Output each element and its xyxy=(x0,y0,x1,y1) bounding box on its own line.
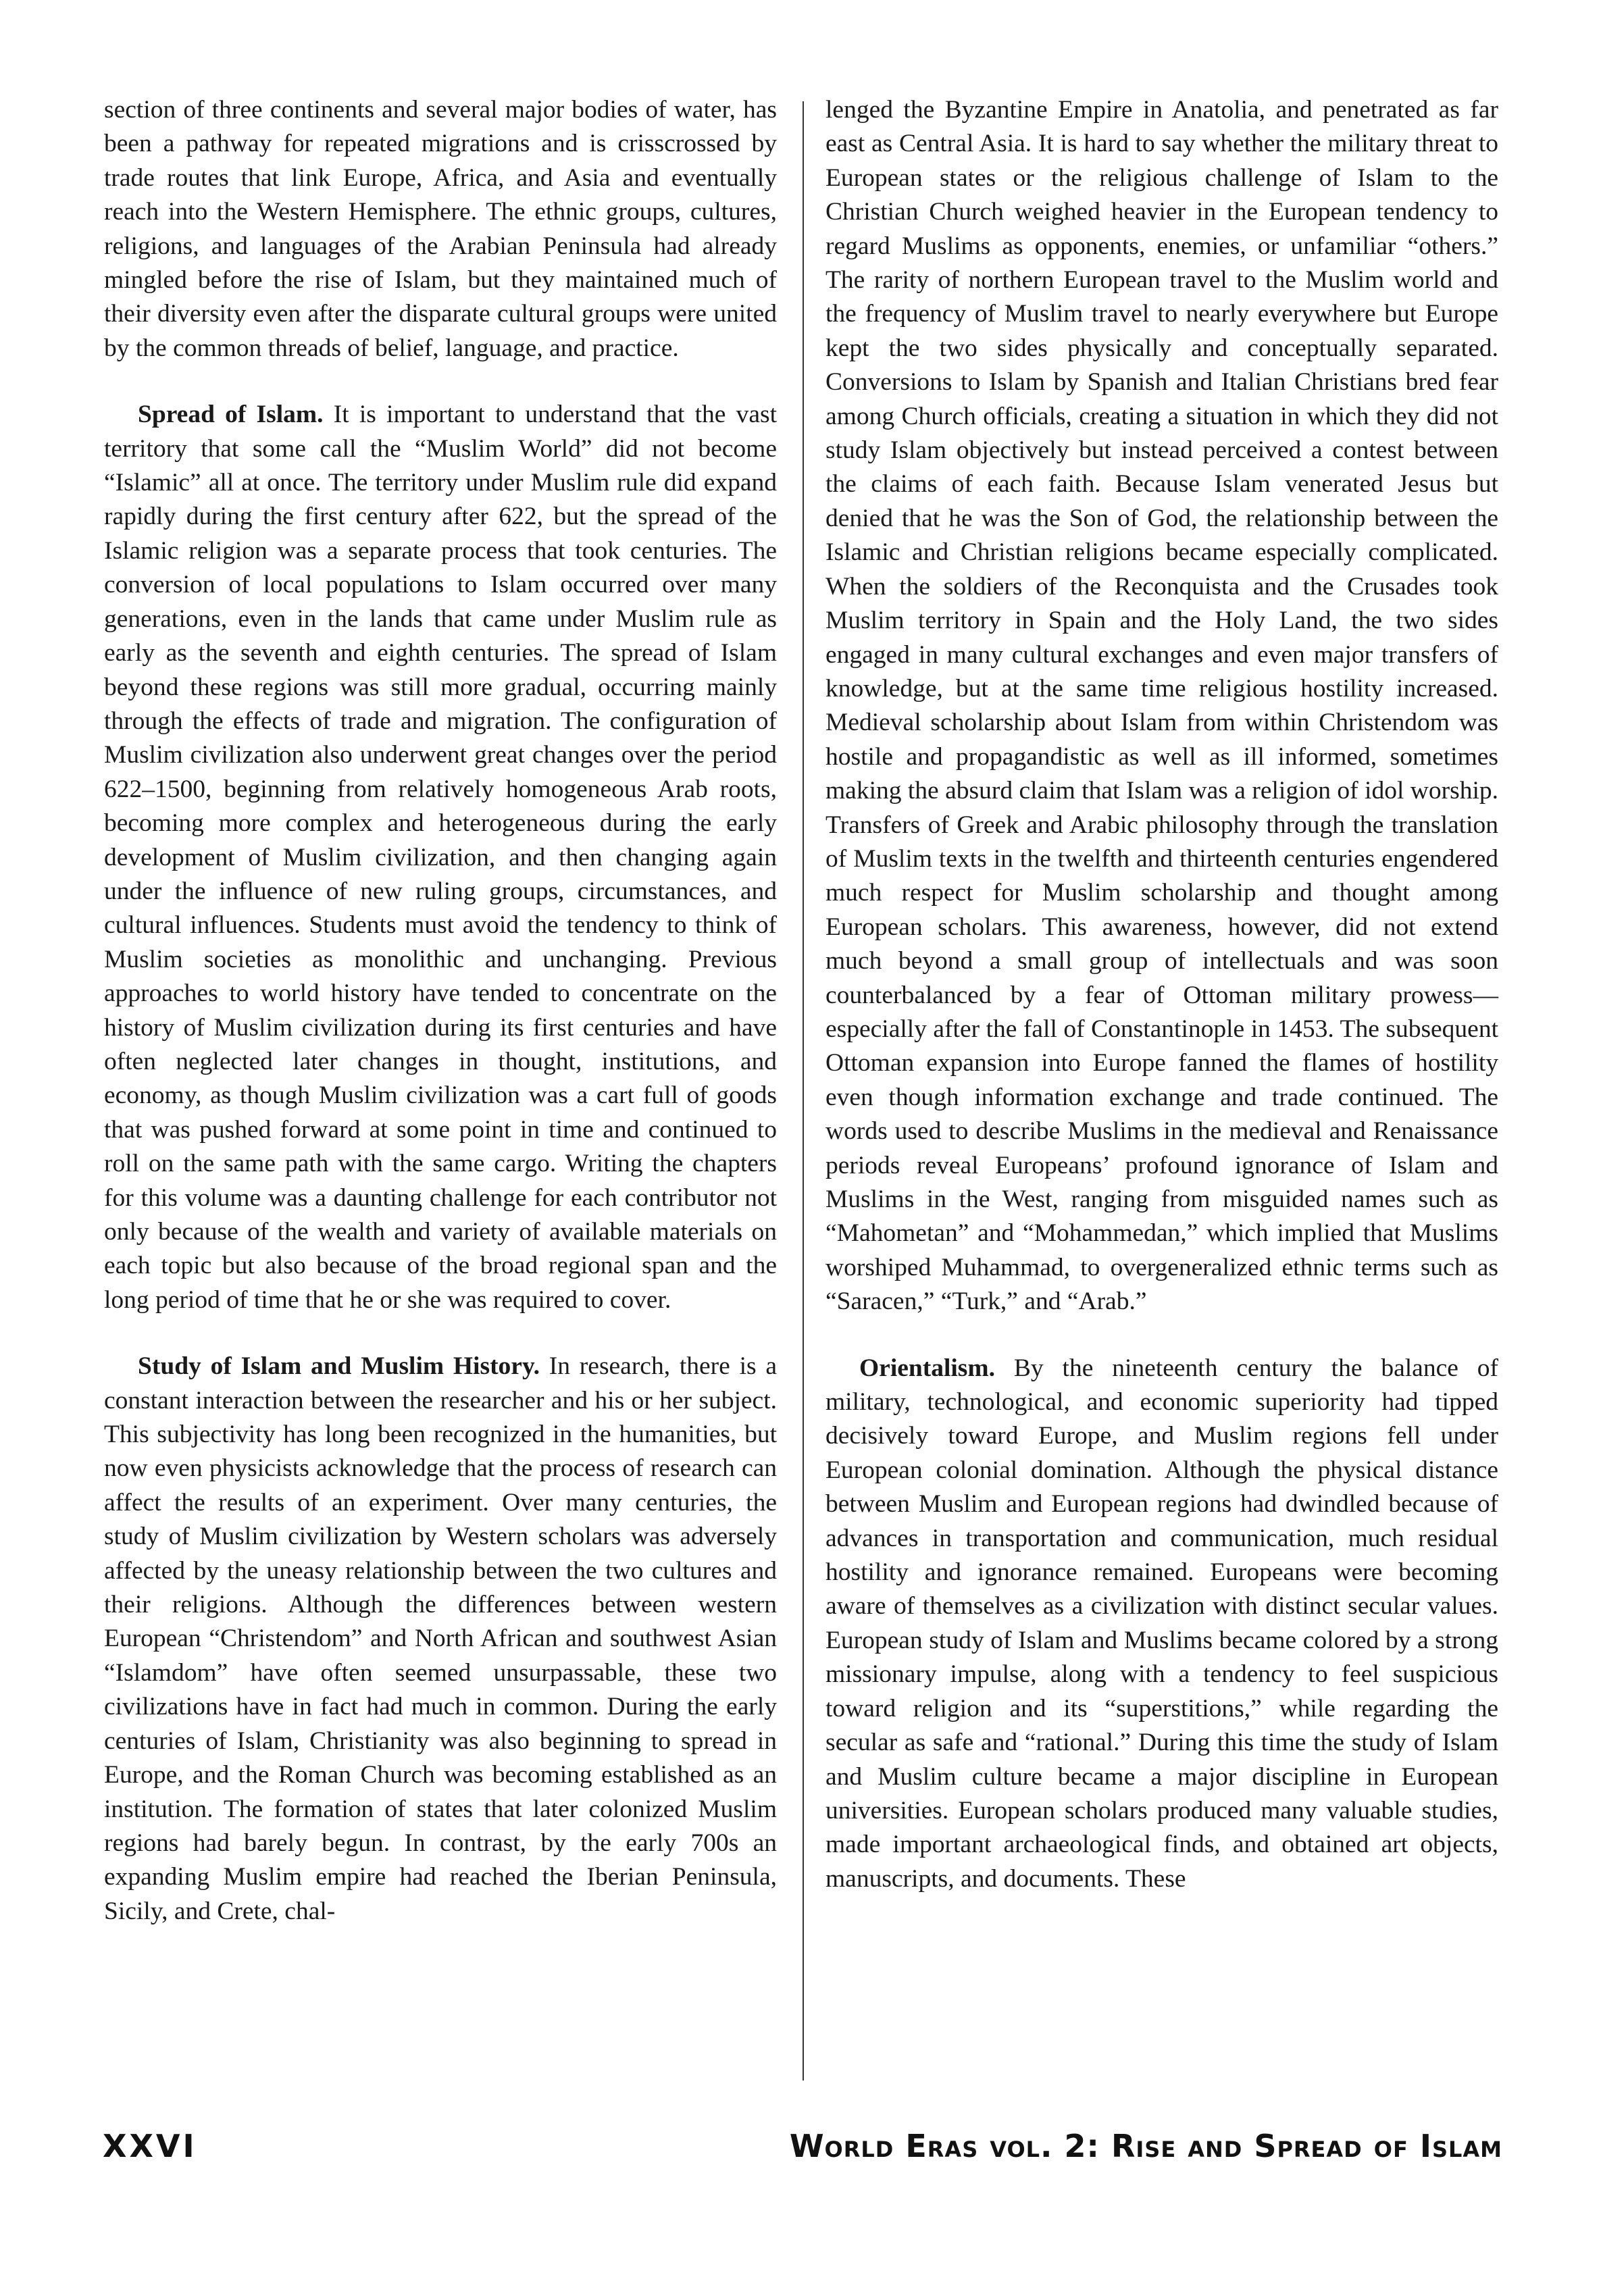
section-study-of-islam xyxy=(104,1350,777,1929)
right-column xyxy=(825,93,1498,1896)
section-orientalism xyxy=(825,1352,1498,1897)
paragraph: section of three continents and several major bodies of water, has been a pathway for repeated migrations and is crisscrossed by trade routes that link Europe, Africa, and Asia and eventually reach into the Western Hemisphere. The ethnic groups, cultures, religions, and languages of the Arabian Peninsula had already mingled before the rise of Islam, but they maintained much of their diversity even after the disparate cultural groups were united by the common threads of belief, language, and practice. xyxy=(104,96,777,362)
page-number: XXVI xyxy=(103,2128,197,2164)
column-divider xyxy=(803,101,804,2081)
section-spread-of-islam xyxy=(104,398,777,1317)
paragraph: lenged the Byzantine Empire in Anatolia, and penetrated as far east as Central Asia. It is hard to say whether the military threat to European states or the religious challenge of Islam to the Christian Church weighed heavier in the European tendency to regard Muslims as opponents, enemies, or unfamiliar “others.” The rarity of northern European travel to the Muslim world and the frequency of Muslim travel to nearly everywhere but Europe kept the two sides physically and conceptually separated. Conversions to Islam by Spanish and Italian Christians bred fear among Church officials, creating a situation in which they did not study Islam objectively but instead perceived a contest between the claims of each faith. Because Islam venerated Jesus but denied that he was the Son of God, the relationship between the Islamic and Christian religions became especially complicated. When the soldiers of the Reconquista and the Crusades took Muslim territory in Spain and the Holy Land, the two sides engaged in many cultural exchanges and even major transfers of knowledge, but at the same time religious hostility increased. Medieval scholarship about Islam from within Christendom was hostile and propagandistic as well as ill informed, sometimes making the absurd claim that Islam was a religion of idol worship. Transfers of Greek and Arabic philosophy through the translation of Muslim texts in the twelfth and thirteenth centuries engendered much respect for Muslim scholarship and thought among European scholars. This awareness, however, did not extend much beyond a small group of intellectuals and was soon counterbalanced by a fear of Ottoman military prowess—especially after the fall of Constantinople in 1453. The subsequent Ottoman expansion into Europe fanned the flames of hostility even though information exchange and trade continued. The words used to describe Muslims in the medieval and Renaissance periods reveal Europeans’ profound ignorance of Islam and Muslims in the West, ranging from misguided names such as “Mahometan” and “Mohammedan,” which implied that Muslims worshiped Muhammad, to overgeneralized ethnic terms such as “Saracen,” “Turk,” and “Arab.” xyxy=(825,96,1498,1316)
section-text: By the nineteenth century the balance of military, technological, and economic superiority had tipped decisively toward Europe, and Muslim regions fell under European colonial domination. Although the physical distance between Muslim and European regions had dwindled because of advances in transportation and communication, much residual hostility and ignorance remained. Europeans were becoming aware of themselves as a civilization with distinct secular values. European study of Islam and Muslims became colored by a strong missionary impulse, along with a tendency to feel suspicious toward religion and its “superstitions,” while regarding the secular as safe and “rational.” During this time the study of Islam and Muslim culture became a major discipline in European universities. European scholars produced many valuable studies, made important archaeological finds, and obtained art objects, manuscripts, and documents. These xyxy=(825,1354,1498,1893)
section-text: In research, there is a constant interaction between the researcher and his or her subject. This subjectivity has long been recognized in the humanities, but now even physicists acknowledge that the process of research can affect the results of an experiment. Over many centuries, the study of Muslim civilization by Western scholars was adversely affected by the uneasy relationship between the two cultures and their religions. Although the differences between western European “Christendom” and North African and southwest Asian “Islamdom” have often seemed unsurpassable, these two civilizations have in fact had much in common. During the early centuries of Islam, Christianity was also beginning to spread in Europe, and the Roman Church was becoming established as an institution. The formation of states that later colonized Muslim regions had barely begun. In contrast, by the early 700s an expanding Muslim empire had reached the Iberian Peninsula, Sicily, and Crete, chal- xyxy=(104,1352,778,1925)
section-text: It is important to understand that the vast territory that some call the “Muslim World” did not become “Islamic” all at once. The territory under Muslim rule did expand rapidly during the first century after 622, but the spread of the Islamic religion was a separate process that took centuries. The conversion of local populations to Islam occurred over many generations, even in the lands that came under Muslim rule as early as the seventh and eighth centuries. The spread of Islam beyond these regions was still more gradual, occurring mainly through the effects of trade and migration. The configuration of Muslim civilization also underwent great changes over the period 622–1500, beginning from relatively homogeneous Arab roots, becoming more complex and heterogeneous during the early development of Muslim civilization, and then changing again under the influence of new ruling groups, circumstances, and cultural influences. Students must avoid the tendency to think of Muslim societies as monolithic and unchanging. Previous approaches to world history have tended to concentrate on the history of Muslim civilization during its first centuries and have often neglected later changes in thought, institutions, and economy, as though Muslim civilization was a cart full of goods that was pushed forward at some point in time and continued to roll on the same path with the same cargo. Writing the chapters for this volume was a daunting challenge for each contributor not only because of the wealth and variety of available materials on each topic but also because of the broad regional span and the long period of time that he or she was required to cover. xyxy=(104,401,777,1314)
left-column xyxy=(104,93,777,1929)
section-heading: Orientalism. xyxy=(859,1354,996,1382)
running-title: World Eras vol. 2: Rise and Spread of Islam xyxy=(789,2128,1502,2164)
section-heading: Study of Islam and Muslim History. xyxy=(138,1352,540,1381)
section-heading: Spread of Islam. xyxy=(138,401,324,429)
